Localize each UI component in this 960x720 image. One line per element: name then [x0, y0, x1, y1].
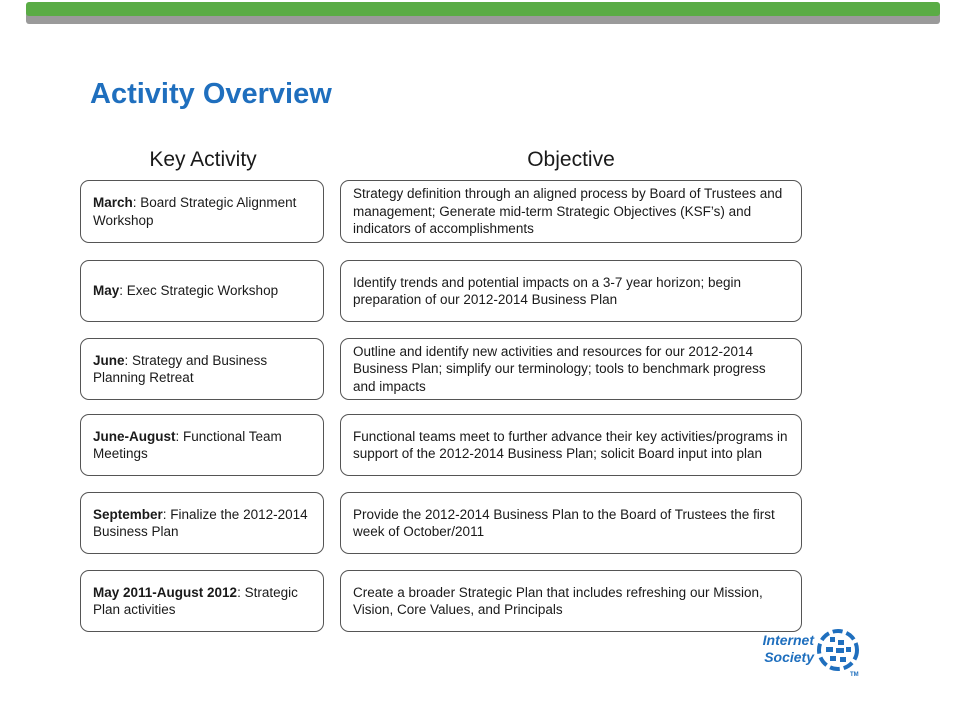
- objective-text: Identify trends and potential impacts on a 3-7 year horizon; begin preparation of our 2012-2014 Business Plan: [353, 274, 741, 307]
- objective-text: Outline and identify new activities and resources for our 2012-2014 Business Plan; simplify our terminology; tools to benchmark progress and impacts: [353, 343, 766, 394]
- activity-desc: : Strategic Plan activities: [93, 584, 298, 617]
- objective-box: [340, 338, 802, 400]
- objective-text: Strategy definition through an aligned process by Board of Trustees and management; Generate mid-term Strategic Objectives (KSF’s) and indicators of accomplishments: [353, 186, 783, 237]
- objective-box: [340, 260, 802, 322]
- objective-text: Create a broader Strategic Plan that includes refreshing our Mission, Vision, Core Values, and Principals: [353, 584, 763, 617]
- activity-box: [80, 338, 324, 400]
- column-header-key-activity: Key Activity: [149, 148, 257, 171]
- activity-box: [80, 492, 324, 554]
- activity-date: May 2011-August 2012: [93, 584, 238, 600]
- trademark-mark: TM: [850, 672, 859, 678]
- activity-date: March: [93, 195, 133, 210]
- activity-desc: : Strategy and Business Planning Retreat: [93, 352, 268, 385]
- activity-desc: : Finalize the 2012-2014 Business Plan: [93, 506, 308, 539]
- header-bar: [26, 2, 940, 16]
- activity-box: [80, 260, 324, 322]
- activity-box: [80, 570, 324, 632]
- activity-date: May: [93, 283, 120, 299]
- activity-date: June: [93, 352, 125, 368]
- globe-icon: [816, 628, 860, 672]
- logo-wordmark: Internet Society: [762, 632, 814, 665]
- objective-box: [340, 570, 802, 632]
- activity-desc: : Functional Team Meetings: [93, 428, 282, 461]
- objective-box: [340, 414, 802, 476]
- internet-society-logo: [744, 628, 864, 682]
- column-header-objective: Objective: [527, 148, 615, 171]
- objective-box: [340, 180, 802, 243]
- activity-date: September: [93, 506, 163, 522]
- activity-date: June-August: [93, 428, 176, 444]
- activity-box: [80, 414, 324, 476]
- activity-desc: : Exec Strategic Workshop: [119, 283, 279, 299]
- objective-box: [340, 492, 802, 554]
- objective-text: Provide the 2012-2014 Business Plan to the Board of Trustees the first week of October/2011: [353, 506, 775, 539]
- activity-box: [80, 180, 324, 243]
- slide-title: Activity Overview: [90, 78, 332, 110]
- objective-text: Functional teams meet to further advance their key activities/programs in support of the 2012-2014 Business Plan; solicit Board input into plan: [353, 428, 788, 461]
- activity-desc: : Board Strategic Alignment Workshop: [93, 195, 297, 228]
